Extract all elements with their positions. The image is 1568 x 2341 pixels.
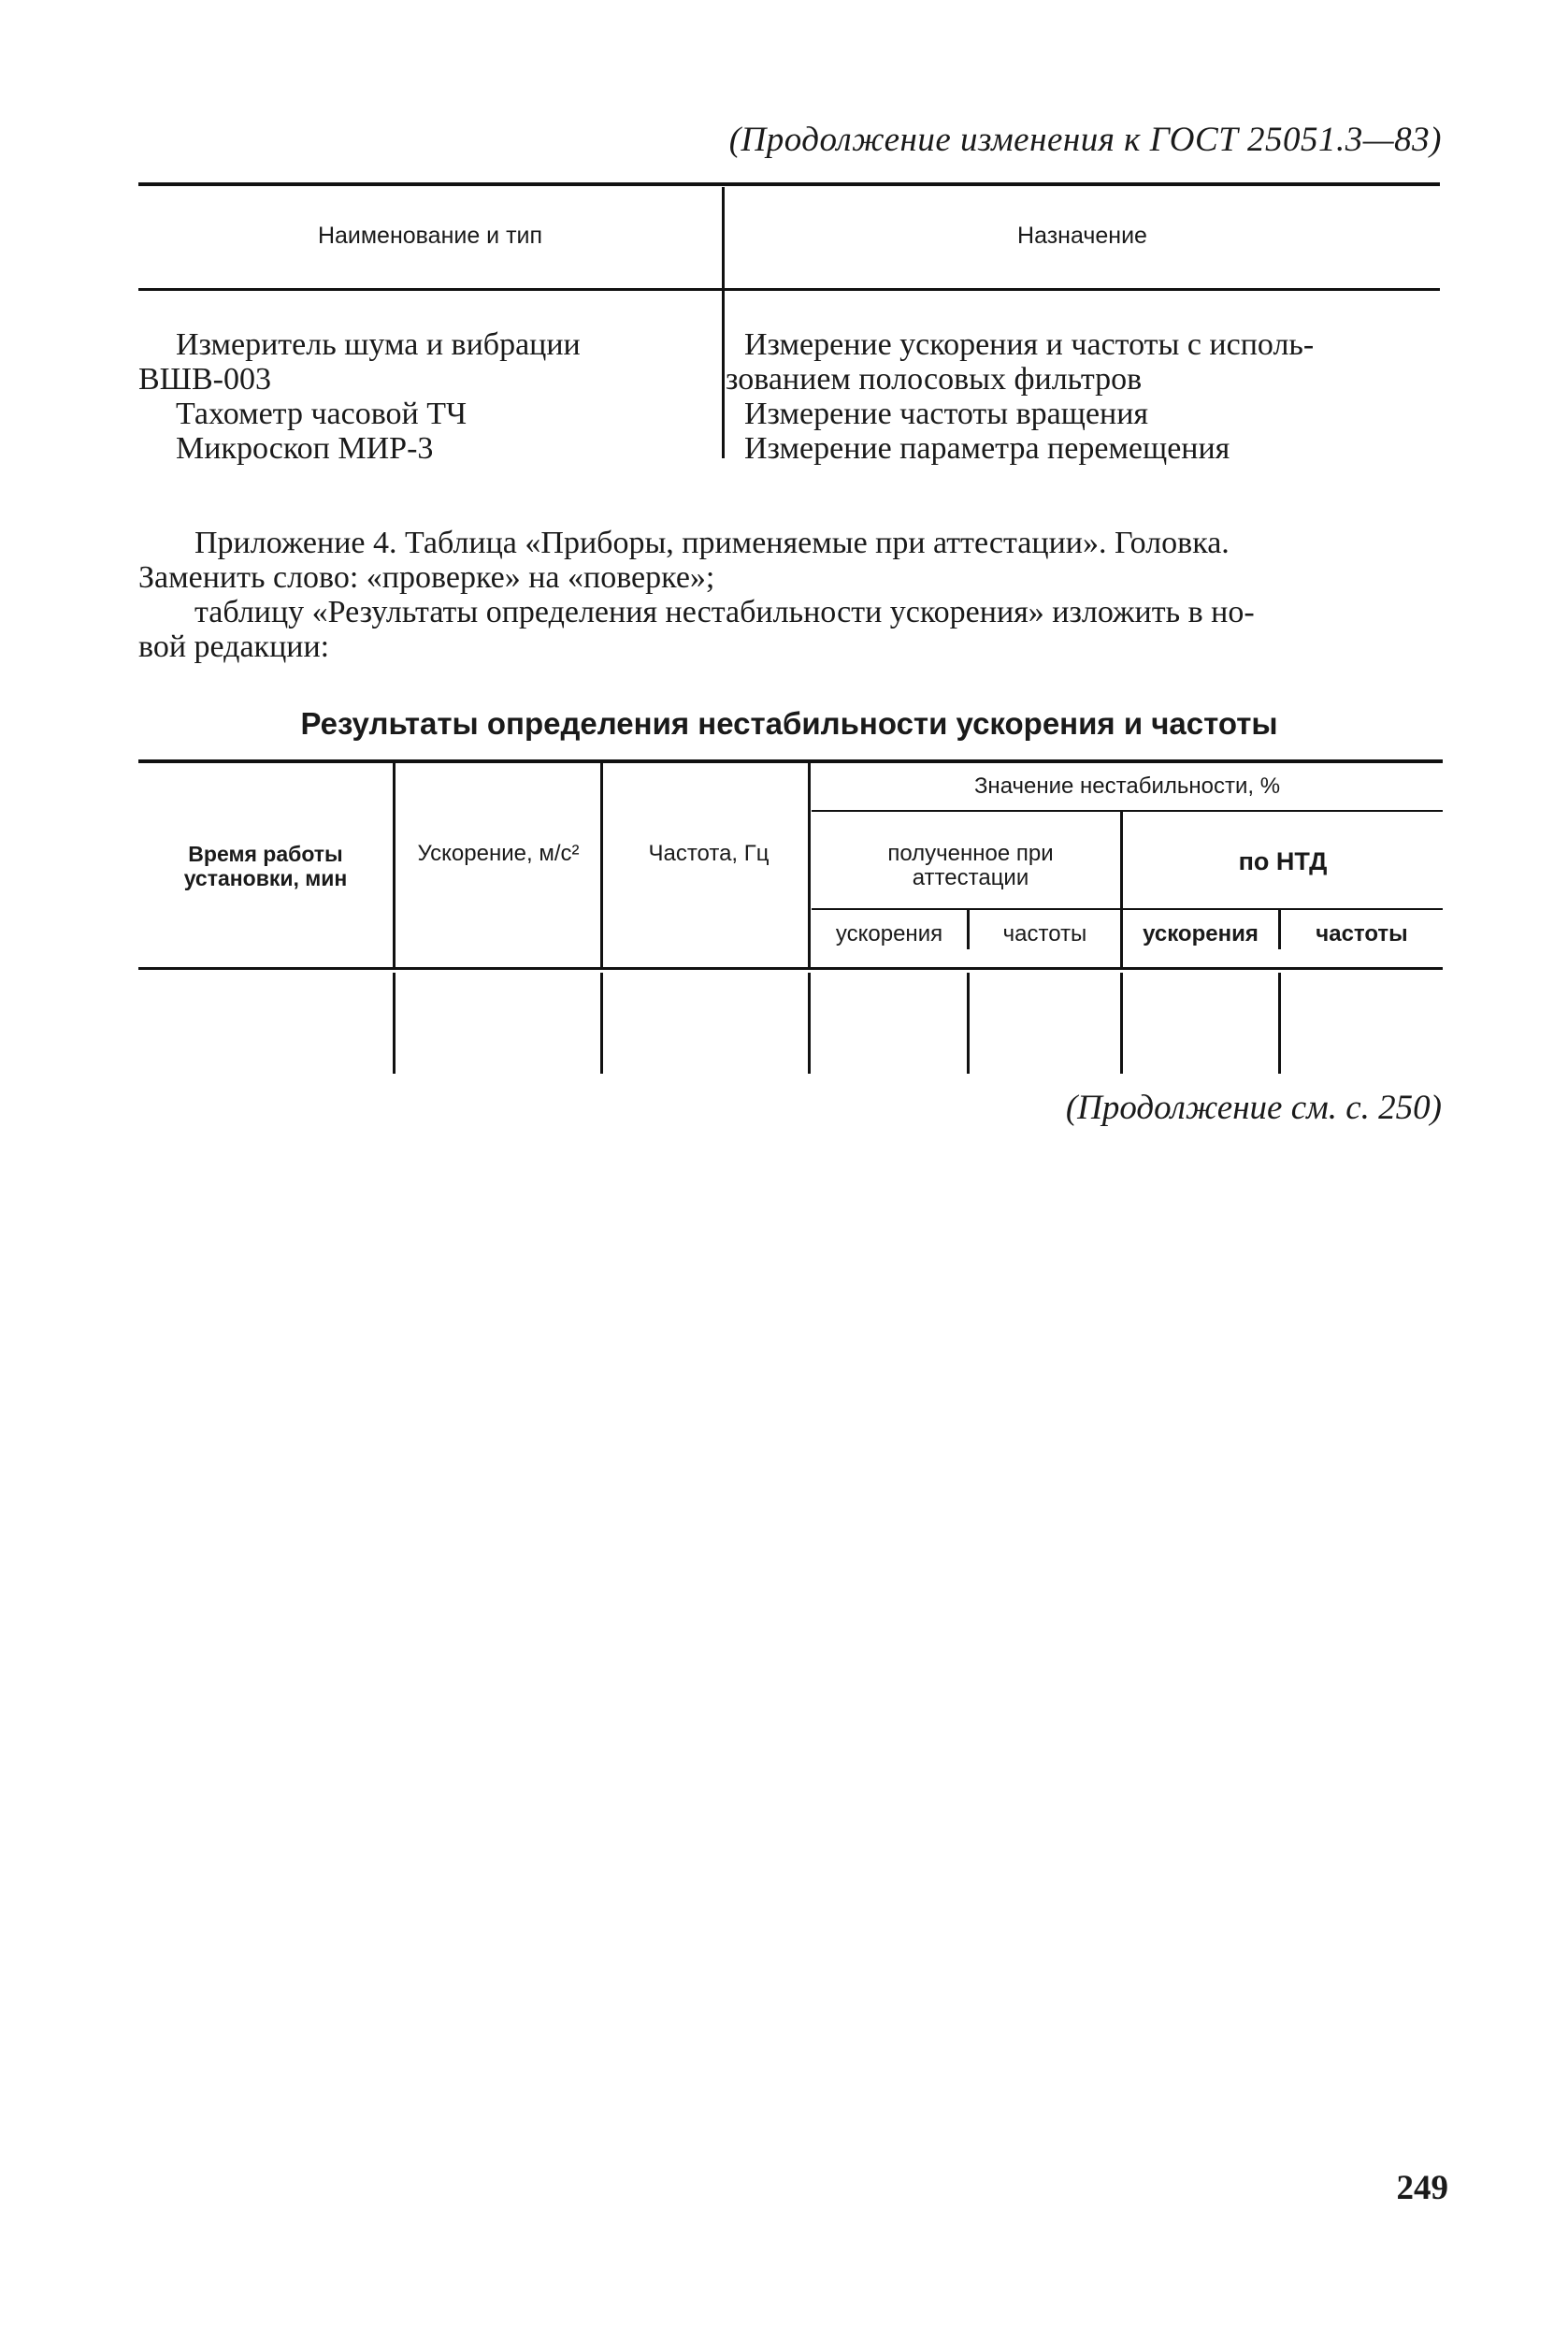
- instrument-names: [138, 327, 699, 466]
- column-divider: [600, 763, 603, 967]
- header-leaf-acceleration: ускорения: [1143, 921, 1259, 947]
- results-table-title: Результаты определения нестабильности ускорения и частоты: [300, 706, 1278, 741]
- header-leaf-frequency: частоты: [1316, 921, 1408, 947]
- table-top-rule: [138, 182, 1440, 186]
- header-acceleration: Ускорение, м/с²: [417, 841, 580, 866]
- table-top-rule: [138, 759, 1443, 763]
- paragraph-line: Приложение 4. Таблица «Приборы, применяемые при аттестации». Головка.: [194, 526, 1230, 560]
- header-instability: Значение нестабильности, %: [973, 773, 1281, 799]
- instrument-line: Тахометр часовой ТЧ: [176, 397, 468, 431]
- running-head: (Продолжение изменения к ГОСТ 25051.3—83): [728, 121, 1442, 159]
- body-divider: [1120, 973, 1123, 1074]
- header-time: Время работы установки, мин: [183, 842, 348, 890]
- body-divider: [808, 973, 811, 1074]
- subgroup-rule: [812, 908, 1443, 910]
- header-leaf-frequency: частоты: [1002, 921, 1087, 947]
- instruments-table: [138, 178, 1440, 496]
- results-table: [138, 756, 1443, 1074]
- header-frequency: Частота, Гц: [648, 841, 770, 866]
- header-purpose: Назначение: [1017, 223, 1147, 249]
- header-ntd: по НТД: [1238, 847, 1328, 875]
- purpose-line: зованием полосовых фильтров: [726, 362, 1143, 397]
- header-attestation: полученное при аттестации: [887, 841, 1054, 890]
- continued-note: (Продолжение см. с. 250): [1065, 1089, 1442, 1127]
- body-divider: [967, 973, 970, 1074]
- column-divider: [393, 763, 396, 967]
- purpose-line: Измерение параметра перемещения: [744, 431, 1230, 466]
- instrument-line: Микроскоп МИР-3: [176, 431, 434, 466]
- paragraph-appendix-4: [138, 526, 1440, 664]
- instrument-line: Измеритель шума и вибрации: [176, 327, 581, 362]
- header-rule: [138, 288, 1440, 291]
- instrument-line: ВШВ-003: [138, 362, 271, 397]
- body-divider: [1278, 973, 1281, 1074]
- instrument-purposes: [726, 327, 1440, 466]
- column-divider: [808, 763, 811, 967]
- group-rule: [812, 810, 1443, 812]
- body-divider: [600, 973, 603, 1074]
- purpose-line: Измерение частоты вращения: [744, 397, 1149, 431]
- header-bottom-rule: [138, 967, 1443, 970]
- purpose-line: Измерение ускорения и частоты с исполь-: [744, 327, 1315, 362]
- header-leaf-acceleration: ускорения: [835, 921, 943, 947]
- paragraph-line: вой редакции:: [138, 629, 330, 664]
- paragraph-line: таблицу «Результаты определения нестабильности ускорения» изложить в но-: [194, 595, 1255, 629]
- header-name-type: Наименование и тип: [317, 223, 543, 249]
- body-divider: [393, 973, 396, 1074]
- page-number: 249: [1396, 2169, 1448, 2207]
- paragraph-line: Заменить слово: «проверке» на «поверке»;: [138, 560, 715, 595]
